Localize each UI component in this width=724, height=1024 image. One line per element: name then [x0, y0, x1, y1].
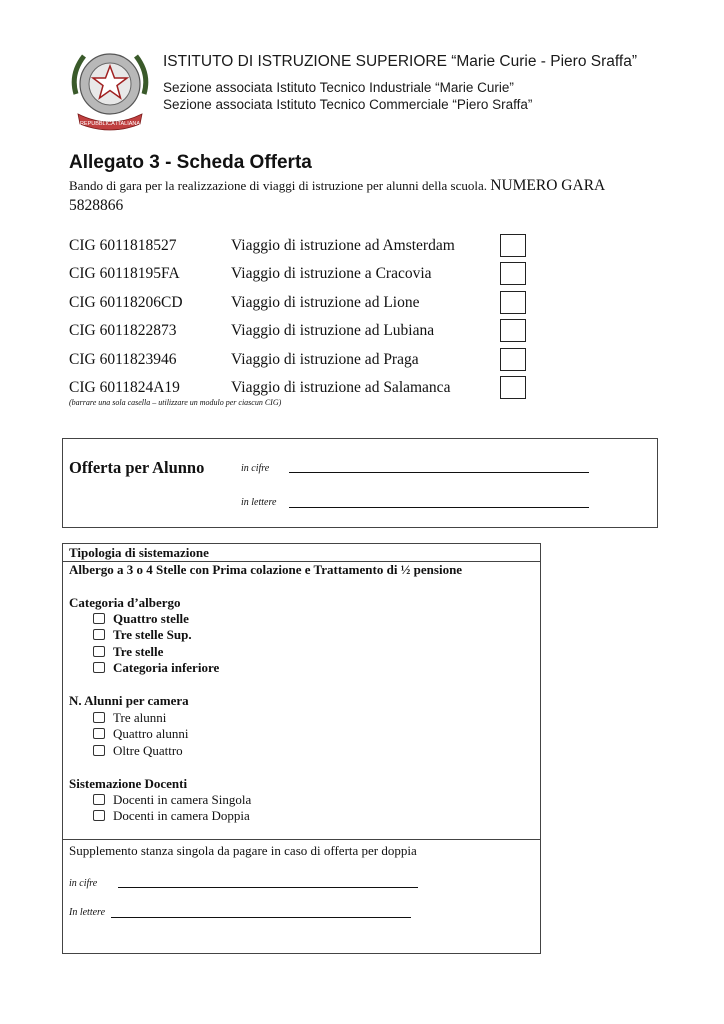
cig-code: CIG 6011818527	[69, 237, 177, 254]
numero-gara-value: 5828866	[69, 197, 124, 214]
tipologia-table	[62, 543, 541, 954]
option-label: Tre stelle	[113, 644, 164, 659]
italian-republic-emblem	[68, 44, 152, 132]
alunni-title: N. Alunni per camera	[69, 693, 189, 708]
svg-text:REPUBBLICA ITALIANA: REPUBBLICA ITALIANA	[79, 121, 141, 127]
bando-text: Bando di gara per la realizzazione di viaggi di istruzione per alunni della scuola.	[69, 178, 488, 193]
section-commercial: Sezione associata Istituto Tecnico Commerciale “Piero Sraffa”	[163, 97, 533, 112]
cig-checkbox[interactable]	[500, 319, 526, 342]
cig-code: CIG 6011823946	[69, 351, 177, 368]
supplemento-in-cifre-field[interactable]	[118, 887, 418, 888]
tipologia-header-label: Tipologia di sistemazione	[69, 545, 209, 560]
cig-description: Viaggio di istruzione ad Salamanca	[231, 379, 451, 396]
checkbox[interactable]	[93, 745, 105, 756]
cig-code: CIG 6011822873	[69, 322, 177, 339]
table-divider	[63, 839, 540, 840]
in-lettere-label: in lettere	[241, 497, 277, 508]
cig-description: Viaggio di istruzione ad Lubiana	[231, 322, 435, 339]
bando-description	[69, 176, 669, 216]
numero-gara-label: NUMERO GARA	[490, 177, 606, 194]
offerta-box	[62, 438, 658, 528]
cig-description: Viaggio di istruzione ad Amsterdam	[231, 237, 455, 254]
cig-instruction-note: (barrare una sola casella – utilizzare un modulo per ciascun CIG)	[69, 398, 282, 407]
cig-checkbox[interactable]	[500, 376, 526, 399]
categoria-title: Categoria d’albergo	[69, 595, 181, 610]
institute-name: ISTITUTO DI ISTRUZIONE SUPERIORE “Marie Curie - Piero Sraffa”	[163, 53, 637, 70]
document-title: Allegato 3 - Scheda Offerta	[69, 152, 312, 173]
supplemento-in-cifre-label: in cifre	[69, 878, 98, 889]
cig-code: CIG 60118206CD	[69, 294, 183, 311]
checkbox[interactable]	[93, 728, 105, 739]
in-cifre-label: in cifre	[241, 463, 270, 474]
cig-checkbox[interactable]	[500, 262, 526, 285]
cig-description: Viaggio di istruzione ad Lione	[231, 294, 420, 311]
offerta-label: Offerta per Alunno	[69, 458, 205, 477]
cig-checkbox[interactable]	[500, 234, 526, 257]
checkbox[interactable]	[93, 712, 105, 723]
option-label: Docenti in camera Doppia	[113, 808, 250, 823]
option-label: Categoria inferiore	[113, 660, 220, 675]
docenti-title: Sistemazione Docenti	[69, 776, 188, 791]
cig-description: Viaggio di istruzione ad Praga	[231, 351, 419, 368]
section-industrial: Sezione associata Istituto Tecnico Industriale “Marie Curie”	[163, 80, 514, 95]
cig-code: CIG 6011824A19	[69, 379, 180, 396]
albergo-description: Albergo a 3 o 4 Stelle con Prima colazione e Trattamento di ½ pensione	[69, 562, 463, 577]
checkbox[interactable]	[93, 629, 105, 640]
option-label: Tre stelle Sup.	[113, 627, 192, 642]
in-cifre-field[interactable]	[289, 472, 589, 473]
supplemento-text: Supplemento stanza singola da pagare in caso di offerta per doppia	[69, 843, 417, 858]
checkbox[interactable]	[93, 646, 105, 657]
supplemento-in-lettere-label: In lettere	[69, 907, 106, 918]
option-label: Quattro alunni	[113, 726, 189, 741]
cig-checkbox[interactable]	[500, 348, 526, 371]
checkbox[interactable]	[93, 794, 105, 805]
cig-code: CIG 60118195FA	[69, 265, 180, 282]
tipologia-header	[63, 544, 540, 562]
supplemento-in-lettere-field[interactable]	[111, 917, 411, 918]
cig-description: Viaggio di istruzione a Cracovia	[231, 265, 432, 282]
checkbox[interactable]	[93, 613, 105, 624]
checkbox[interactable]	[93, 662, 105, 673]
checkbox[interactable]	[93, 810, 105, 821]
in-lettere-field[interactable]	[289, 507, 589, 508]
option-label: Quattro stelle	[113, 611, 189, 626]
cig-checkbox[interactable]	[500, 291, 526, 314]
option-label: Tre alunni	[113, 710, 167, 725]
option-label: Oltre Quattro	[113, 743, 183, 758]
option-label: Docenti in camera Singola	[113, 792, 252, 807]
